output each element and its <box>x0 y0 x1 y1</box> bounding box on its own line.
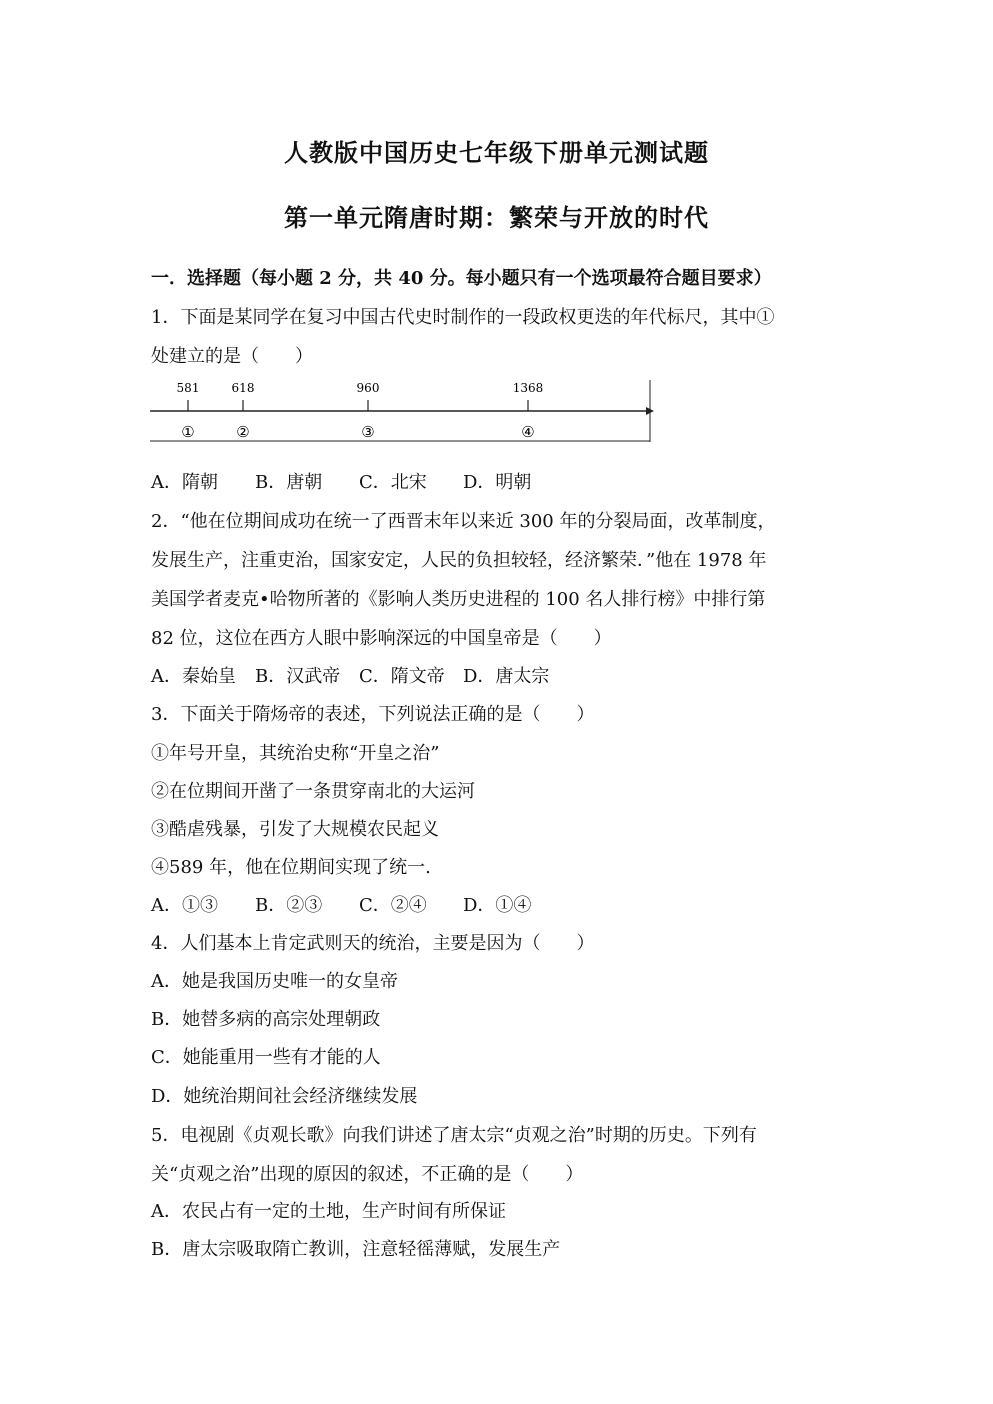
option-d[interactable]: D．唐太宗 <box>463 666 550 687</box>
section-heading: 一．选择题（每小题 2 分，共 40 分。每小题只有一个选项最符合题目要求） <box>151 268 772 289</box>
mark-2: ② <box>236 423 250 441</box>
year-label-1: 581 <box>176 381 200 395</box>
unit-title: 第一单元隋唐时期：繁荣与开放的时代 <box>284 203 709 232</box>
timeline-ruler <box>148 378 654 444</box>
question-3-item-2: ②在位期间开凿了一条贯穿南北的大运河 <box>151 781 475 802</box>
question-2-options <box>151 665 851 689</box>
timeline-figure <box>148 378 654 444</box>
question-3-text: 3．下面关于隋炀帝的表述，下列说法正确的是（ ） <box>151 704 595 725</box>
option-b[interactable]: B．汉武帝 <box>255 666 341 687</box>
option-c[interactable]: C．②④ <box>359 895 427 916</box>
option-b[interactable]: B．②③ <box>255 895 323 916</box>
question-4-option-c[interactable]: C．她能重用一些有才能的人 <box>151 1047 381 1068</box>
page-title: 人教版中国历史七年级下册单元测试题 <box>284 138 709 167</box>
year-label-2: 618 <box>231 381 255 395</box>
question-3-item-1: ①年号开皇，其统治史称“开皇之治” <box>151 743 440 764</box>
question-4-option-b[interactable]: B．她替多病的高宗处理朝政 <box>151 1009 381 1030</box>
option-a[interactable]: A．隋朝 <box>151 472 218 493</box>
question-2-text-line2: 发展生产，注重吏治，国家安定，人民的负担较轻，经济繁荣．”他在 1978 年 <box>151 550 767 571</box>
question-1-text-line1: 1．下面是某同学在复习中国古代史时制作的一段政权更迭的年代标尺，其中① <box>151 307 775 328</box>
question-3-item-4: ④589 年，他在位期间实现了统一. <box>151 857 431 878</box>
question-4-option-a[interactable]: A．她是我国历史唯一的女皇帝 <box>151 971 398 992</box>
option-c[interactable]: C．北宋 <box>359 472 427 493</box>
question-5-text-line1: 5．电视剧《贞观长歌》向我们讲述了唐太宗“贞观之治”时期的历史。下列有 <box>151 1125 757 1146</box>
option-a[interactable]: A．秦始皇 <box>151 666 236 687</box>
question-4-option-d[interactable]: D．她统治期间社会经济继续发展 <box>151 1086 418 1107</box>
question-4-text: 4．人们基本上肯定武则天的统治，主要是因为（ ） <box>151 933 595 954</box>
question-3-options <box>151 894 851 918</box>
question-5-option-b[interactable]: B．唐太宗吸取隋亡教训，注意轻徭薄赋，发展生产 <box>151 1239 561 1260</box>
question-1-options <box>151 471 851 495</box>
question-2-text-line1: 2．“他在位期间成功在统一了西晋末年以来近 300 年的分裂局面，改革制度， <box>151 511 776 532</box>
option-d[interactable]: D．①④ <box>463 895 532 916</box>
question-5-text-line2: 关“贞观之治”出现的原因的叙述，不正确的是（ ） <box>151 1164 584 1185</box>
year-label-3: 960 <box>356 381 380 395</box>
question-2-text-line3: 美国学者麦克•哈物所著的《影响人类历史进程的 100 名人排行榜》中排行第 <box>151 589 766 610</box>
year-label-4: 1368 <box>512 381 544 395</box>
mark-3: ③ <box>361 423 375 441</box>
option-c[interactable]: C．隋文帝 <box>359 666 445 687</box>
option-d[interactable]: D．明朝 <box>463 472 532 493</box>
mark-1: ① <box>181 423 195 441</box>
option-a[interactable]: A．①③ <box>151 895 218 916</box>
mark-4: ④ <box>521 423 535 441</box>
question-5-option-a[interactable]: A．农民占有一定的土地，生产时间有所保证 <box>151 1201 506 1222</box>
question-1-text-line2: 处建立的是（ ） <box>151 346 313 367</box>
question-3-item-3: ③酷虐残暴，引发了大规模农民起义 <box>151 819 439 840</box>
option-b[interactable]: B．唐朝 <box>255 472 323 493</box>
question-2-text-line4: 82 位，这位在西方人眼中影响深远的中国皇帝是（ ） <box>151 628 612 649</box>
